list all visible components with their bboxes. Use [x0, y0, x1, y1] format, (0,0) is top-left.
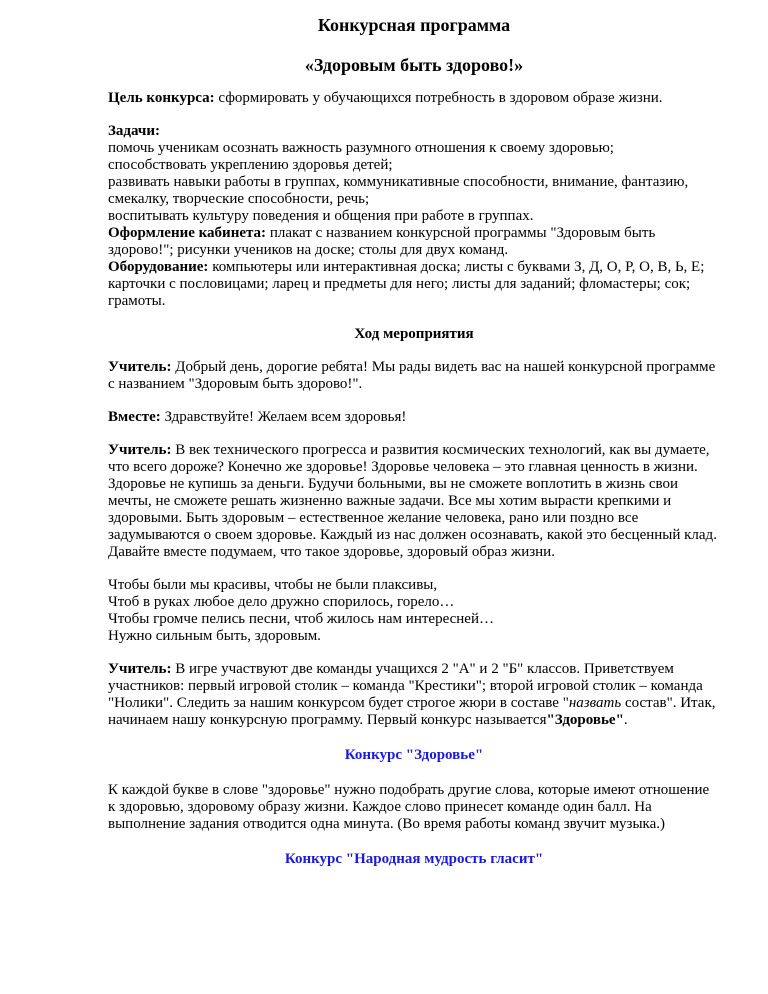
task-item: помочь ученикам осознать важность разумного отношения к своему здоровью; — [108, 140, 614, 156]
room-paragraph — [108, 225, 720, 259]
poem-line: Чтоб в руках любое дело дружно спорилось, горело… — [108, 594, 455, 610]
goal-text: сформировать у обучающихся потребность в здоровом образе жизни. — [214, 90, 663, 106]
teacher-announcement — [108, 661, 720, 729]
dialog-line — [108, 359, 720, 393]
dialog-line — [108, 409, 720, 426]
teacher-speaker: Учитель: — [108, 661, 172, 677]
first-contest-name: "Здоровье" — [546, 712, 624, 728]
course-heading: Ход мероприятия — [354, 326, 474, 342]
contest1-text: К каждой букве в слове "здоровье" нужно подобрать другие слова, которые имеют отношение к здоровью, здоровому образу жизни. Каждое слово принесет команде один балл. На выполнение задания отводится одна минута. (Во время работы команд звучит музыка.) — [108, 782, 710, 832]
equipment-text: компьютеры или интерактивная доска; листы с буквами З, Д, О, Р, О, В, Ь, Е; карточки с пословицами; ларец и предметы для него; листы для заданий; фломастеры; сок; грамоты. — [108, 259, 705, 309]
poem-line: Чтобы были мы красивы, чтобы не были плаксивы, — [108, 577, 438, 593]
page-title: Конкурсная программа — [317, 15, 511, 35]
tasks-section — [108, 123, 720, 310]
room-text: плакат с названием конкурсной программы "Здоровым быть здорово!"; рисунки учеников на доске; столы для двух команд. — [108, 225, 656, 258]
contest2-heading: Конкурс "Народная мудрость гласит" — [284, 851, 544, 867]
dialog-text: Добрый день, дорогие ребята! Мы рады видеть вас на нашей конкурсной программе с названием "Здоровым быть здорово!". — [108, 359, 716, 392]
dialog-speaker: Учитель: — [108, 442, 172, 458]
task-item: воспитывать культуру поведения и общения при работе в группах. — [108, 208, 534, 224]
page-subtitle: «Здоровым быть здорово!» — [304, 55, 524, 75]
teacher-text-b: состав". Итак, начинаем нашу конкурсную программу. Первый конкурс называется — [108, 695, 716, 728]
room-label: Оформление кабинета: — [108, 225, 267, 241]
document-content — [108, 14, 720, 868]
teacher-text-a: В игре участвуют две команды учащихся 2 "А" и 2 "Б" классов. Приветствуем участников: первый игровой столик – команда "Крестики"; второй игровой столик – команда "Нолики". Следить за нашим конкурсом будет строгое жюри в составе " — [108, 661, 703, 711]
dialog-text: В век технического прогресса и развития космических технологий, как вы думаете, что всего дороже? Конечно же здоровье! Здоровье человека – это главная ценность в жизни. Здоровье не купишь за деньги. Будучи больными, вы не сможете воплотить в жизнь свои мечты, не сможете решать жизненно важные задачи. Все мы хотим вырасти крепкими и здоровыми. Быть здоровым – естественное желание человека, рано или поздно все задумываются о своем здоровье. Каждый из нас должен осознавать, какой это бесценный клад. Давайте вместе подумаем, что такое здоровье, здоровый образ жизни. — [108, 442, 717, 560]
goal-paragraph — [108, 90, 720, 107]
task-item: развивать навыки работы в группах, коммуникативные способности, внимание, фантазию, смекалку, творческие способности, речь; — [108, 174, 689, 207]
teacher-tail: . — [623, 712, 628, 728]
poem-line: Нужно сильным быть, здоровым. — [108, 628, 321, 644]
dialog-speaker: Учитель: — [108, 359, 172, 375]
task-item: способствовать укреплению здоровья детей; — [108, 157, 393, 173]
equipment-paragraph — [108, 259, 720, 310]
tasks-label: Задачи: — [108, 123, 161, 139]
equipment-label: Оборудование: — [108, 259, 209, 275]
poem-line: Чтобы громче пелись песни, чтоб жилось нам интересней… — [108, 611, 494, 627]
poem — [108, 577, 720, 645]
contest1-heading: Конкурс "Здоровье" — [344, 747, 484, 763]
dialog-line — [108, 442, 720, 561]
teacher-italic: назвать — [568, 695, 622, 711]
dialog-text: Здравствуйте! Желаем всем здоровья! — [160, 409, 407, 425]
goal-label: Цель конкурса: — [108, 90, 215, 106]
dialog-speaker: Вместе: — [108, 409, 161, 425]
